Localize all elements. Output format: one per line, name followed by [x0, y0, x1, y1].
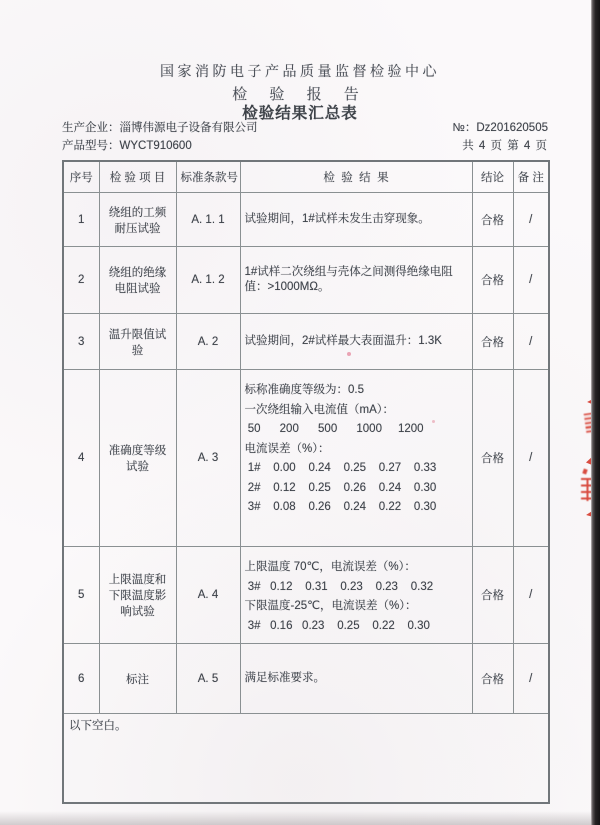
row-conclusion: 合格 [472, 547, 513, 644]
row-item: 绕组的工频耐压试验 [99, 193, 176, 247]
scan-right-edge [591, 0, 600, 825]
results-table [62, 160, 550, 804]
row-conclusion: 合格 [472, 644, 513, 714]
row-no: 1 [63, 193, 99, 247]
col-header-no: 序号 [63, 161, 99, 193]
row-item: 上限温度和下限温度影响试验 [99, 547, 176, 644]
row-item: 标注 [99, 644, 176, 714]
row-result: 满足标准要求。 [240, 644, 472, 714]
model-line [62, 137, 258, 155]
row-conclusion: 合格 [472, 247, 513, 314]
col-header-item: 检 验 项 目 [99, 161, 176, 193]
summary-table-title: 检验结果汇总表 [242, 105, 358, 122]
row-remark: / [513, 193, 549, 247]
report-no-line [453, 119, 548, 137]
manufacturer-info-block [62, 119, 258, 155]
scan-artifact-dot [347, 352, 351, 356]
row-result: 试验期间，2#试样最大表面温升：1.3K [240, 314, 472, 370]
col-header-conclusion: 结论 [472, 161, 513, 193]
row-result: 1#试样二次绕组与壳体之间测得绝缘电阻值：>1000MΩ。 [240, 247, 472, 314]
row-no: 3 [63, 314, 99, 370]
row-result: 标称准确度等级为：0.5 一次绕组输入电流值（mA）： 50 200 500 1000 1200 电流误差（%）： 1# 0.00 0.24 0.25 0.27 0.33 2# 0.12 0.25 0.26 0.24 0.30 3# 0.08 0.26 0.24 0.22 0.30 [240, 370, 472, 547]
row-conclusion: 合格 [472, 193, 513, 247]
row-conclusion: 合格 [472, 314, 513, 370]
table-row [63, 247, 549, 314]
scan-artifact-dot [432, 420, 435, 423]
row-no: 6 [63, 644, 99, 714]
report-title: 检 验 报 告 [232, 86, 368, 103]
row-result: 试验期间，1#试样未发生击穿现象。 [240, 193, 472, 247]
stamp-fragment-icon [582, 468, 587, 474]
row-result: 上限温度 70℃，电流误差（%）： 3# 0.12 0.31 0.23 0.23 0.32 下限温度-25℃，电流误差（%）： 3# 0.16 0.23 0.25 0.22 0.30 [240, 547, 472, 644]
org-title: 国家消防电子产品质量监督检验中心 [160, 63, 440, 79]
report-no-value: Dz201620505 [476, 122, 548, 134]
table-row [63, 644, 549, 714]
row-no: 2 [63, 247, 99, 314]
table-row [63, 314, 549, 370]
row-item: 温升限值试验 [99, 314, 176, 370]
row-no: 4 [63, 370, 99, 547]
col-header-remark: 备 注 [513, 161, 549, 193]
table-row [63, 193, 549, 247]
col-header-result: 检 验 结 果 [240, 161, 472, 193]
scan-bottom-shadow [0, 811, 600, 825]
report-number-block [453, 119, 548, 155]
table-header-row [63, 161, 549, 193]
row-item: 绕组的绝缘电阻试验 [99, 247, 176, 314]
manufacturer-label: 生产企业： [62, 122, 120, 134]
page-count: 共 4 页 第 4 页 [462, 140, 548, 152]
row-conclusion: 合格 [472, 370, 513, 547]
row-clause: A. 1. 2 [176, 247, 240, 314]
row-remark: / [513, 370, 549, 547]
report-no-label: №： [452, 122, 477, 134]
manufacturer-line [62, 119, 258, 137]
manufacturer-value: 淄博伟源电子设备有限公司 [119, 122, 258, 134]
row-remark: / [513, 547, 549, 644]
blank-filler-row [63, 714, 549, 804]
model-value: WYCT910600 [119, 140, 192, 152]
row-remark: / [513, 314, 549, 370]
row-clause: A. 3 [176, 370, 240, 547]
table-row [63, 370, 549, 547]
row-no: 5 [63, 547, 99, 644]
row-remark: / [513, 644, 549, 714]
col-header-clause: 标准条款号 [176, 161, 240, 193]
table-row [63, 547, 549, 644]
row-clause: A. 5 [176, 644, 240, 714]
model-label: 产品型号： [62, 140, 120, 152]
row-remark: / [513, 247, 549, 314]
row-item: 准确度等级试验 [99, 370, 176, 547]
row-clause: A. 1. 1 [176, 193, 240, 247]
row-clause: A. 2 [176, 314, 240, 370]
row-clause: A. 4 [176, 547, 240, 644]
footer-note: 以下空白。 [63, 714, 549, 804]
